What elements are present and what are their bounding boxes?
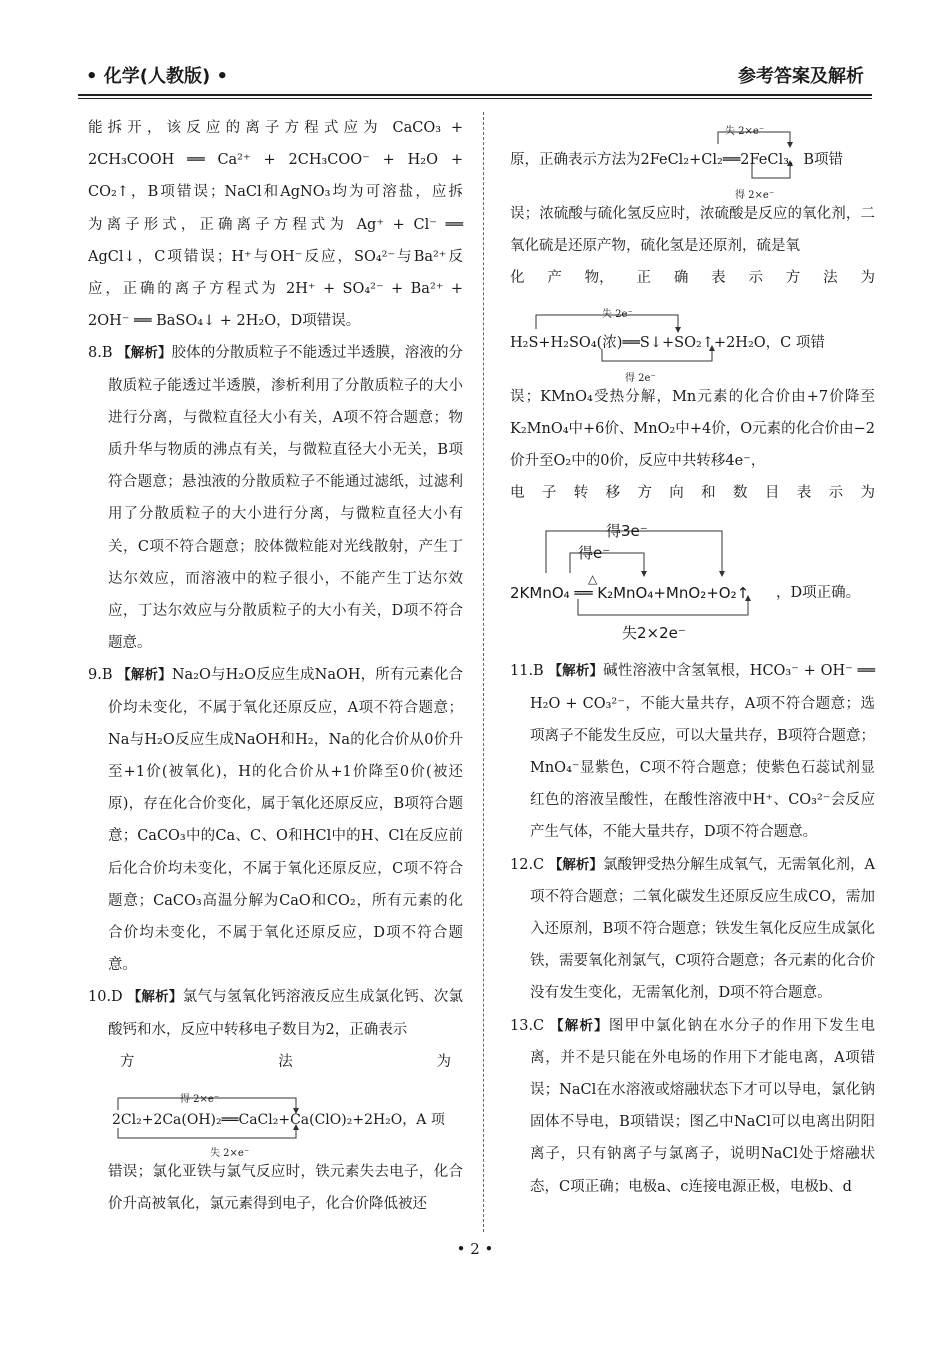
text-fragment: 移	[605, 485, 621, 502]
text-fragment: 表	[796, 485, 812, 502]
text-fragment: 示	[748, 270, 763, 287]
analysis-text: 图甲中氯化钠在水分子的作用下发生电离，并不是只能在外电场的作用下才能电离，A项错误；NaCl在水溶液或熔融状态下才可以导电，氯化钠固体不导电，B项错误；图乙中NaCl可以电离出阴阳离子，只有钠离子与氯离子，说明NaCl处于熔融状态，C项正确；电极a、c连接电源正极，电极b、d	[530, 1017, 876, 1195]
text-line: 应，正确的离子方程式为 2H⁺ + SO₄²⁻ + Ba²⁺ +	[88, 281, 463, 298]
header-subject: • 化学(人教版) •	[86, 66, 228, 87]
analysis-tag: 【解析】	[117, 667, 172, 684]
text-line: CO₂↑，B项错误；NaCl和AgNO₃均为可溶盐，应拆	[88, 184, 463, 201]
text-fragment: 方	[785, 270, 801, 287]
text-line: 能拆开，该反应的离子方程式应为 CaCO₃ +	[88, 120, 463, 136]
loss-label: 失 2×e⁻	[210, 1148, 250, 1160]
text-fragment: 向	[669, 485, 684, 502]
text-fragment: 表	[711, 270, 726, 287]
electron-transfer-diagram-kmno4	[510, 509, 875, 645]
text-fragment: 确	[673, 270, 689, 287]
text-paragraph: 误；KMnO₄受热分解，Mn元素的化合价由+7价降至K₂MnO₄中+6价、MnO₂中+4价，O元素的化合价由−2价升至O₂中的0价，反应中共转移4e⁻，	[510, 388, 875, 470]
reaction-equation: 2KMnO₄ ══ K₂MnO₄+MnO₂+O₂↑	[510, 584, 750, 603]
heat-symbol: △	[588, 572, 598, 587]
spread-line	[510, 477, 875, 509]
text-fragment: 物，	[584, 270, 614, 287]
gain-label: 得3e⁻	[606, 522, 648, 541]
loss-label: 失2×2e⁻	[622, 624, 686, 643]
page-header	[78, 62, 872, 92]
text-fragment: 方	[637, 485, 652, 502]
text-line: 2CH₃COOH ══ Ca²⁺ + 2CH₃COO⁻ + H₂O +	[88, 152, 463, 169]
text-fragment: 数	[733, 485, 748, 502]
analysis-text: ，D项正确。	[776, 585, 861, 602]
text-fragment: 正	[636, 270, 651, 287]
question-number: 11.B	[510, 663, 544, 680]
text-fragment: 为	[860, 485, 875, 502]
analysis-text: 氯酸钾受热分解生成氧气，无需氧化剂，A项不符合题意；二氧化碳发生还原反应生成CO，需加入还原剂，B项不符合题意；铁发生氧化反应生成氯化铁，需要氧化剂氯气，C项符合题意；各元素的化合价没有发生变化，无需氧化剂，D项不符合题意。	[530, 856, 876, 1002]
text-fragment: 示	[828, 485, 844, 502]
answer-q13	[510, 1010, 875, 1203]
gain-label: 得 2×e⁻	[180, 1094, 220, 1106]
reaction-equation: 2Cl₂+2Ca(OH)₂══CaCl₂+Ca(ClO)₂+2H₂O，A 项	[112, 1112, 445, 1129]
text-fragment: 目	[764, 485, 780, 502]
spread-line	[510, 262, 875, 294]
text-fragment: 产	[547, 270, 562, 287]
loss-label: 失 2×e⁻	[725, 126, 765, 137]
gain-label: 得 2×e⁻	[735, 190, 775, 201]
answer-q11	[510, 655, 875, 848]
right-column	[510, 112, 875, 1203]
analysis-tag: 【解析】	[548, 663, 604, 680]
answer-q12	[510, 849, 875, 1010]
left-column	[88, 112, 463, 1221]
text-line: 为离子形式，正确离子方程式为 Ag⁺ + Cl⁻ ══	[88, 216, 463, 233]
header-rule-thin	[78, 98, 872, 99]
electron-transfer-diagram-h2s	[510, 295, 875, 384]
answer-q9	[88, 659, 463, 981]
question-number: 9.B	[88, 667, 113, 684]
text-line: AgCl↓，C项错误；H⁺与OH⁻反应，SO₄²⁻与Ba²⁺反	[88, 248, 463, 265]
analysis-tag: 【解析】	[548, 856, 603, 873]
question-number: 8.B	[88, 345, 113, 362]
text-fragment: 法	[278, 1053, 293, 1070]
analysis-text: Na₂O与H₂O反应生成NaOH，所有元素化合价均未变化，不属于氧化还原反应，A项不符合题意；Na与H₂O反应生成NaOH和H₂，Na的化合价从0价升至+1价(被氧化)，H的化合价从+1价降至0价(被还原)，存在化合价变化，属于氧化还原反应，B项符合题意；CaCO₃中的Ca、C、O和HCl中的H、Cl在反应前后化合价均未变化，不属于氧化还原反应，C项不符合题意；CaCO₃高温分解为CaO和CO₂，所有元素的化合价均未变化，不属于氧化还原反应，D项不符合题意。	[108, 667, 463, 974]
header-section-title: 参考答案及解析	[738, 66, 864, 87]
text-fragment: 电	[510, 485, 525, 502]
answer-q8	[88, 337, 463, 659]
answer-q10	[88, 981, 463, 1220]
text-line: 2OH⁻ ══ BaSO₄↓ + 2H₂O，D项错误。	[88, 313, 361, 330]
gain-label: 得e⁻	[578, 544, 611, 563]
question-number: 13.C	[510, 1017, 545, 1034]
question-number: 10.D	[88, 989, 123, 1006]
question-number: 12.C	[510, 856, 545, 873]
text-fragment: 和	[701, 485, 716, 502]
text-fragment: 方	[120, 1053, 135, 1070]
q7-continuation	[88, 112, 463, 337]
column-divider	[483, 112, 484, 1232]
electron-transfer-diagram-fecl	[510, 112, 875, 201]
analysis-tag: 【解析】	[550, 1017, 609, 1034]
text-fragment: 子	[541, 485, 557, 502]
analysis-tag: 【解析】	[117, 345, 172, 362]
analysis-text: 胶体的分散质粒子不能透过半透膜，溶液的分散质粒子能透过半透膜，渗析利用了分散质粒子的大小进行分离，与微粒直径大小有关，A项不符合题意；物质升华与物质的沸点有关，与微粒直径大小无关，B项符合题意；悬浊液的分散质粒子不能通过滤纸，过滤利用了分散质粒子的大小进行分离，与微粒直径大小有关，C项不符合题意；胶体微粒能对光线散射，产生丁达尔效应，而溶液中的粒子很小，不能产生丁达尔效应，丁达尔效应与分散质粒子的大小有关，D项不符合题意。	[108, 345, 464, 652]
text-fragment: 法	[823, 270, 838, 287]
analysis-tag: 【解析】	[127, 989, 183, 1006]
text-fragment: 化	[510, 270, 525, 287]
header-rule-thick	[78, 94, 872, 96]
reaction-equation: H₂S+H₂SO₄(浓)══S↓+SO₂↑+2H₂O，C 项错	[510, 334, 825, 351]
gain-label: 得 2e⁻	[625, 372, 656, 384]
analysis-text: 碱性溶液中含氢氧根，HCO₃⁻ + OH⁻ ══ H₂O + CO₃²⁻，不能大量共存，A项不符合题意；选项离子不能发生反应，可以大量共存，B项符合题意；MnO₄⁻显紫色，C项不符合题意；使紫色石蕊试剂显红色的溶液呈酸性，在酸性溶液中H⁺、CO₃²⁻会反应产生气体，不能大量共存，D项不符合题意。	[530, 663, 876, 841]
reaction-equation: 原，正确表示方法为2FeCl₂+Cl₂══2FeCl₃，B项错	[510, 152, 844, 168]
loss-label: 失 2e⁻	[602, 308, 633, 320]
text-paragraph: 误；浓硫酸与硫化氢反应时，浓硫酸是反应的氧化剂，二氧化硫是还原产物，硫化氢是还原剂，硫是氧	[510, 206, 875, 255]
analysis-text: 氯气与氢氧化钙溶液反应生成氯化钙、次氯酸钙和水，反应中转移电子数目为2，正确表示	[108, 989, 464, 1038]
text-fragment: 转	[573, 485, 589, 502]
spread-line	[108, 1046, 463, 1078]
text-fragment: 为	[860, 270, 875, 287]
page-number: • 2 •	[456, 1240, 494, 1258]
electron-transfer-diagram-q10	[100, 1078, 463, 1160]
analysis-text: 错误；氯化亚铁与氯气反应时，铁元素失去电子，化合价升高被氧化，氯元素得到电子，化合价降低被还	[108, 1164, 463, 1213]
text-fragment: 为	[436, 1053, 451, 1070]
